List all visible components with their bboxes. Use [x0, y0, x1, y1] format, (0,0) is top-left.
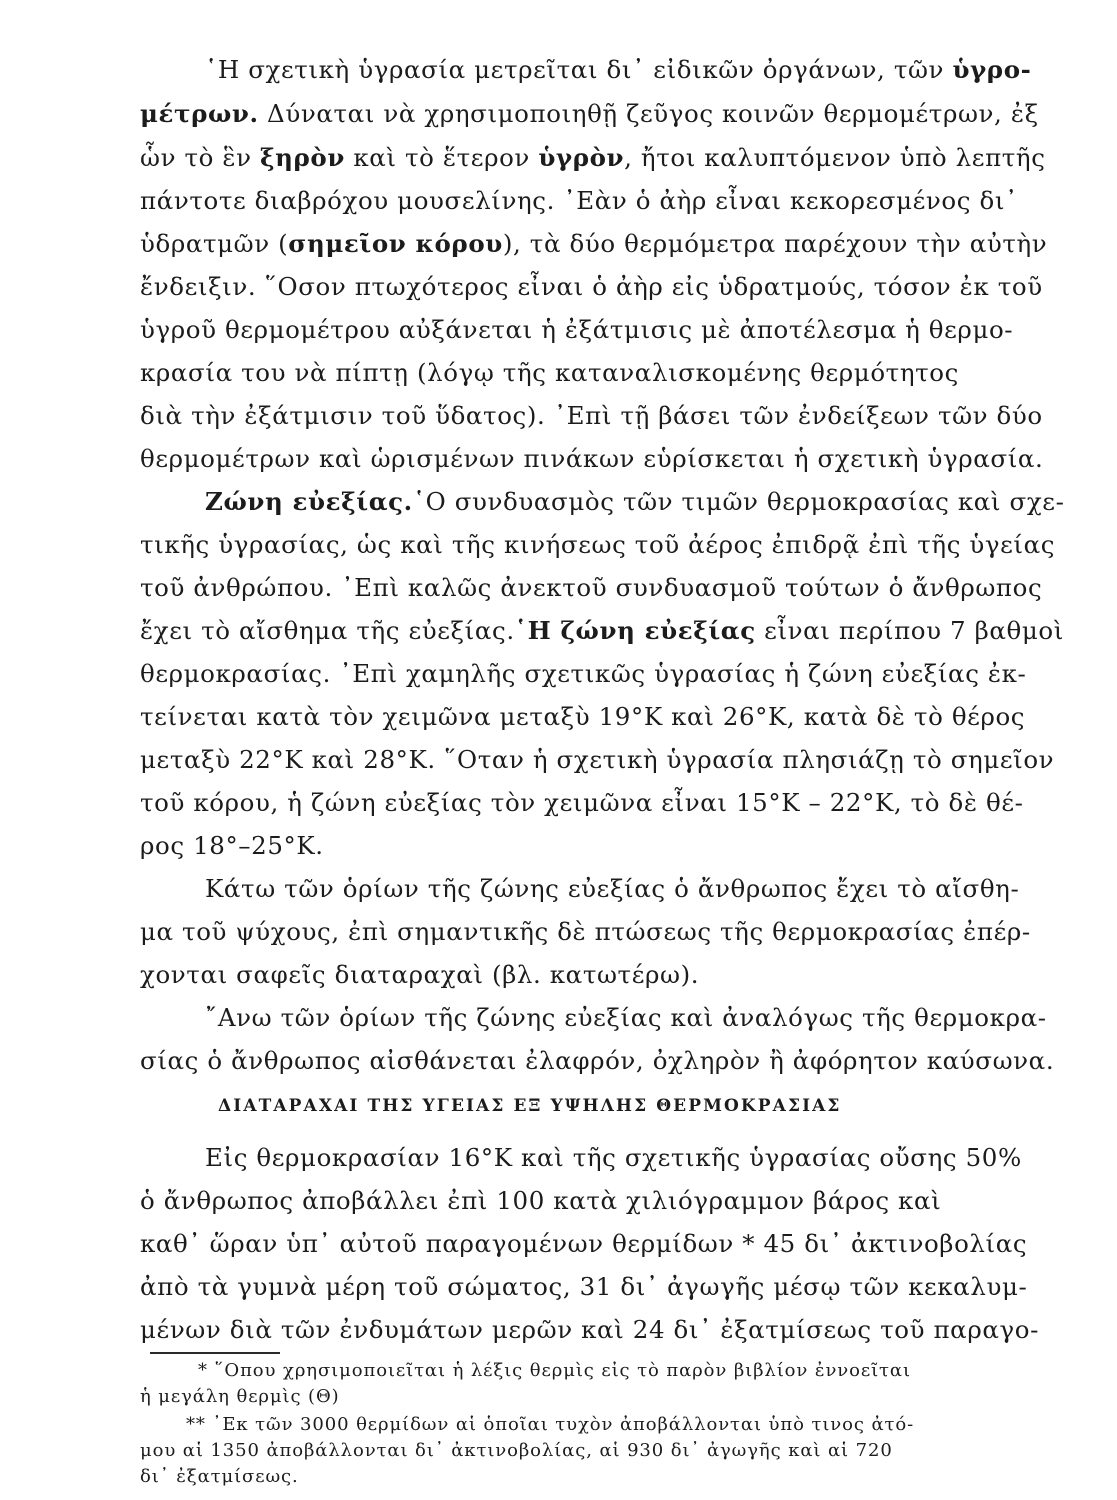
term-saturation-point: σημεῖον κόρου [288, 229, 503, 258]
paragraph-5-line-3: καθ᾿ ὥραν ὑπ᾿ αὐτοῦ παραγομένων θερμίδων * 45 δι᾿ ἀκτινοβολίας [140, 1229, 1028, 1258]
paragraph-3-line-3: χονται σαφεῖς διαταραχαὶ (βλ. κατωτέρω). [140, 960, 700, 989]
term-comfort-zone: Ζώνη εὐεξίας. [205, 487, 413, 516]
footnote-2-line-3: δι᾿ ἐξατμίσεως. [140, 1466, 299, 1487]
paragraph-1-line-8: κρασία του νὰ πίπτῃ (λόγῳ τῆς καταναλισκομένης θερμότητος [140, 358, 959, 387]
term-hygrometers: ὑγρο- [952, 55, 1032, 84]
term-wet: ὑγρὸν [538, 143, 625, 172]
paragraph-2-line-6: τείνεται κατὰ τὸν χειμῶνα μεταξὺ 19°Κ καὶ 26°Κ, κατὰ δὲ τὸ θέρος [140, 702, 1026, 731]
paragraph-2-line-4: ἔχει τὸ αἴσθημα τῆς εὐεξίας.῾Η ζώνη εὐεξίας εἶναι περίπου 7 βαθμοὶ [140, 616, 1064, 645]
paragraph-4-line-1: ῎Ανω τῶν ὁρίων τῆς ζώνης εὐεξίας καὶ ἀναλόγως τῆς θερμοκρα- [205, 1003, 1047, 1032]
paragraph-2-line-7: μεταξὺ 22°Κ καὶ 28°Κ. ῞Οταν ἡ σχετικὴ ὑγρασία πλησιάζῃ τὸ σημεῖον [140, 745, 1055, 774]
paragraph-1-line-4: πάντοτε διαβρόχου μουσελίνης. ᾿Εὰν ὁ ἀὴρ εἶναι κεκορεσμένος δι᾿ [140, 186, 1018, 215]
term-hygrometers-cont: μέτρων. [140, 99, 259, 128]
paragraph-3-line-2: μα τοῦ ψύχους, ἐπὶ σημαντικῆς δὲ πτώσεως τῆς θερμοκρασίας ἐπέρ- [140, 917, 1031, 946]
paragraph-5-line-2: ὁ ἄνθρωπος ἀποβάλλει ἐπὶ 100 κατὰ χιλιόγραμμον βάρος καὶ [140, 1186, 942, 1215]
paragraph-1-line-10: θερμομέτρων καὶ ὡρισμένων πινάκων εὑρίσκεται ἡ σχετικὴ ὑγρασία. [140, 444, 1044, 473]
paragraph-5-line-4: ἀπὸ τὰ γυμνὰ μέρη τοῦ σώματος, 31 δι᾿ ἀγωγῆς μέσῳ τῶν κεκαλυμ- [140, 1272, 1028, 1301]
paragraph-1-line-5: ὑδρατμῶν (σημεῖον κόρου), τὰ δύο θερμόμετρα παρέχουν τὴν αὐτὴν [140, 229, 1048, 258]
paragraph-2-line-8: τοῦ κόρου, ἡ ζώνη εὐεξίας τὸν χειμῶνα εἶναι 15°Κ – 22°Κ, τὸ δὲ θέ- [140, 788, 1024, 817]
footnote-rule [150, 1352, 280, 1354]
paragraph-1-line-9: διὰ τὴν ἐξάτμισιν τοῦ ὕδατος). ᾿Επὶ τῇ βάσει τῶν ἐνδείξεων τῶν δύο [140, 401, 1043, 430]
paragraph-1-line-1: ῾Η σχετικὴ ὑγρασία μετρεῖται δι᾿ εἰδικῶν ὀργάνων, τῶν ὑγρο- [205, 55, 1032, 84]
term-dry: ξηρὸν [259, 143, 345, 172]
paragraph-4-line-2: σίας ὁ ἄνθρωπος αἰσθάνεται ἐλαφρόν, ὀχληρὸν ἢ ἀφόρητον καύσωνα. [140, 1046, 1055, 1075]
paragraph-3-line-1: Κάτω τῶν ὁρίων τῆς ζώνης εὐεξίας ὁ ἄνθρωπος ἔχει τὸ αἴσθη- [205, 874, 1020, 903]
term-comfort-zone-2: ῾Η ζώνη εὐεξίας [514, 616, 756, 645]
section-heading: ΔΙΑΤΑΡΑΧΑΙ ΤΗΣ ΥΓΕΙΑΣ ΕΞ ΥΨΗΛΗΣ ΘΕΡΜΟΚΡΑΣΙΑΣ [218, 1096, 842, 1116]
paragraph-1-line-3: ὧν τὸ ἓν ξηρὸν καὶ τὸ ἕτερον ὑγρὸν, ἤτοι καλυπτόμενον ὑπὸ λεπτῆς [140, 143, 1046, 172]
footnote-1-line-1: * ῞Οπου χρησιμοποιεῖται ἡ λέξις θερμὶς εἰς τὸ παρὸν βιβλίον ἐννοεῖται [198, 1360, 911, 1381]
paragraph-2-line-2: τικῆς ὑγρασίας, ὡς καὶ τῆς κινήσεως τοῦ ἀέρος ἐπιδρᾷ ἐπὶ τῆς ὑγείας [140, 530, 1056, 559]
paragraph-2-line-5: θερμοκρασίας. ᾿Επὶ χαμηλῆς σχετικῶς ὑγρασίας ἡ ζώνη εὐεξίας ἐκ- [140, 659, 1027, 688]
paragraph-5-line-1: Εἰς θερμοκρασίαν 16°Κ καὶ τῆς σχετικῆς ὑγρασίας οὔσης 50% [205, 1143, 1022, 1172]
footnote-2-line-1: ** ᾿Εκ τῶν 3000 θερμίδων αἱ ὁποῖαι τυχὸν ἀποβάλλονται ὑπὸ τινος ἀτό- [186, 1414, 915, 1435]
paragraph-1-line-6: ἔνδειξιν. ῞Οσον πτωχότερος εἶναι ὁ ἀὴρ εἰς ὑδρατμούς, τόσον ἐκ τοῦ [140, 272, 1043, 301]
paragraph-2-line-1: Ζώνη εὐεξίας.῾Ο συνδυασμὸς τῶν τιμῶν θερμοκρασίας καὶ σχε- [205, 487, 1065, 516]
footnote-1-line-2: ἡ μεγάλη θερμὶς (Θ) [140, 1386, 340, 1407]
footnote-2-line-2: μου αἱ 1350 ἀποβάλλονται δι᾿ ἀκτινοβολίας, αἱ 930 δι᾿ ἀγωγῆς καὶ αἱ 720 [140, 1440, 893, 1461]
paragraph-2-line-9: ρος 18°–25°Κ. [140, 831, 324, 860]
paragraph-2-line-3: τοῦ ἀνθρώπου. ᾿Επὶ καλῶς ἀνεκτοῦ συνδυασμοῦ τούτων ὁ ἄνθρωπος [140, 573, 1043, 602]
paragraph-1-line-7: ὑγροῦ θερμομέτρου αὐξάνεται ἡ ἐξάτμισις μὲ ἀποτέλεσμα ἡ θερμο- [140, 315, 1014, 344]
paragraph-5-line-5: μένων διὰ τῶν ἐνδυμάτων μερῶν καὶ 24 δι᾿ ἐξατμίσεως τοῦ παραγο- [140, 1315, 1039, 1344]
paragraph-1-line-2: μέτρων. Δύναται νὰ χρησιμοποιηθῇ ζεῦγος κοινῶν θερμομέτρων, ἐξ [140, 99, 1039, 128]
